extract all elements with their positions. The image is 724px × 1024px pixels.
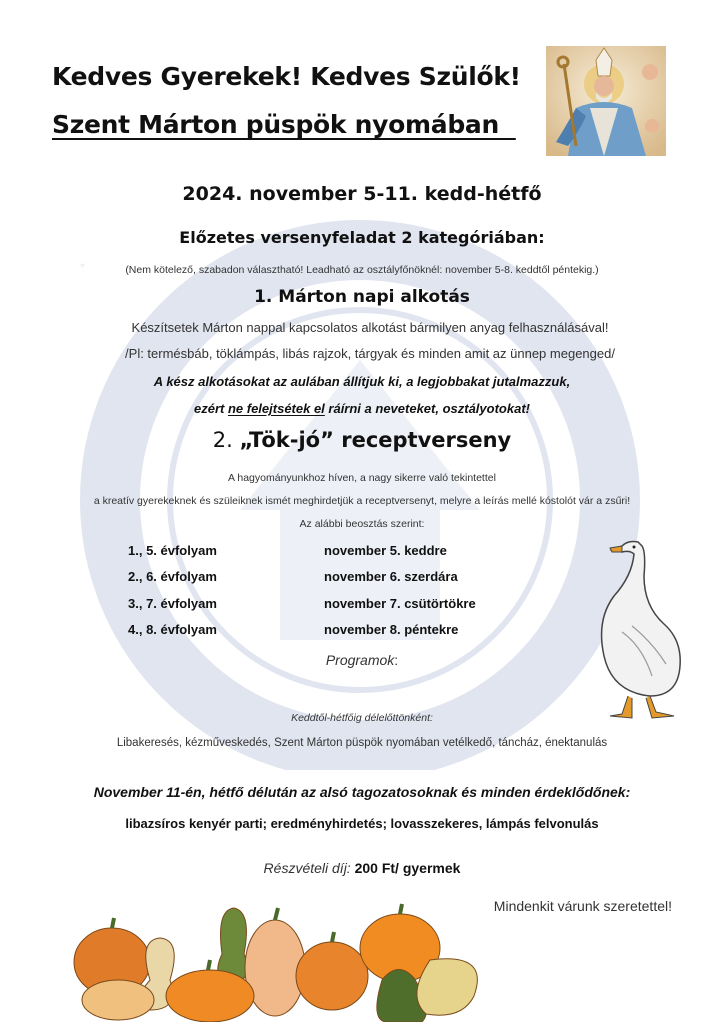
section2-paragraph3: Az alábbi beosztás szerint: [299,518,425,530]
section2-paragraph1: A hagyományunkhoz híven, a nagy sikerre való tekintettel [228,472,496,484]
saint-martin-painting [546,46,666,156]
schedule-date: november 6. szerdára [324,569,458,584]
section2-paragraph2: a kreatív gyerekeknek és szüleiknek ismét meghirdetjük a receptversenyt, melyre a leírás mellé kóstolót vár a zsűri! [93,495,631,507]
fee-value: 200 Ft/ gyermek [354,860,461,876]
page-title [52,110,516,139]
section1-line1: Készítsetek Márton nappal kapcsolatos alkotást bármilyen anyag felhasználásával! [131,320,609,335]
programs-colon: : [394,652,399,668]
event-date: 2024. november 5-11. kedd-hétfő [182,183,542,205]
section1-line4-end: ráírni a neveteket, osztályotokat! [324,401,530,416]
section1-line4-underlined: ne felejtsétek el [227,401,325,416]
section2-title [0,428,724,452]
pre-task-note: (Nem kötelező, szabadon választható! Leadható az osztályfőnöknél: november 5-8. keddtől péntekig.) [125,264,599,276]
programs-label [0,652,724,668]
page-title-text: Szent Márton püspök nyomában [52,110,499,139]
schedule-grade: 4., 8. évfolyam [128,622,217,637]
november11-items: libazsíros kenyér parti; eredményhirdetés; lovasszekeres, lámpás felvonulás [125,816,599,831]
schedule-date: november 5. keddre [324,543,447,558]
weekday-label: Keddtől-hétfőig délelőttönként: [291,712,433,724]
section2-title-text: „Tök-jó” receptverseny [239,428,512,452]
greeting-heading: Kedves Gyerekek! Kedves Szülők! [52,62,521,91]
pre-task-heading: Előzetes versenyfeladat 2 kategóriában: [179,228,545,247]
section1-line2: /Pl: termésbáb, töklámpás, libás rajzok, tárgyak és minden amit az ünnep megenged/ [125,346,615,361]
schedule-date: november 7. csütörtökre [324,596,476,611]
fee-label: Részvételi díj: [263,860,355,876]
programs-label-text: Programok [325,652,395,668]
section2-number: 2. [212,428,240,452]
section1-title: 1. Márton napi alkotás [254,287,470,307]
svg-text:*: * [80,262,85,273]
section1-line3: A kész alkotásokat az aulában állítjuk ki, a legjobbakat jutalmazzuk, [153,374,571,389]
activities-list: Libakeresés, kézműveskedés, Szent Márton püspök nyomában vetélkedő, táncház, énektanulás [116,737,608,749]
schedule-grade: 3., 7. évfolyam [128,596,217,611]
closing-message: Mindenkit várunk szeretettel! [493,898,672,914]
section1-line4-start: ezért [194,401,228,416]
schedule-date: november 8. péntekre [324,622,459,637]
november11-heading: November 11-én, hétfő délután az alsó tagozatosoknak és minden érdeklődőnek: [93,784,631,800]
schedule-grade: 2., 6. évfolyam [128,569,217,584]
schedule-grade: 1., 5. évfolyam [128,543,217,558]
participation-fee [0,860,724,876]
section1-line4 [0,401,724,416]
goose-illustration [592,536,688,722]
pumpkins-illustration [70,900,490,1022]
